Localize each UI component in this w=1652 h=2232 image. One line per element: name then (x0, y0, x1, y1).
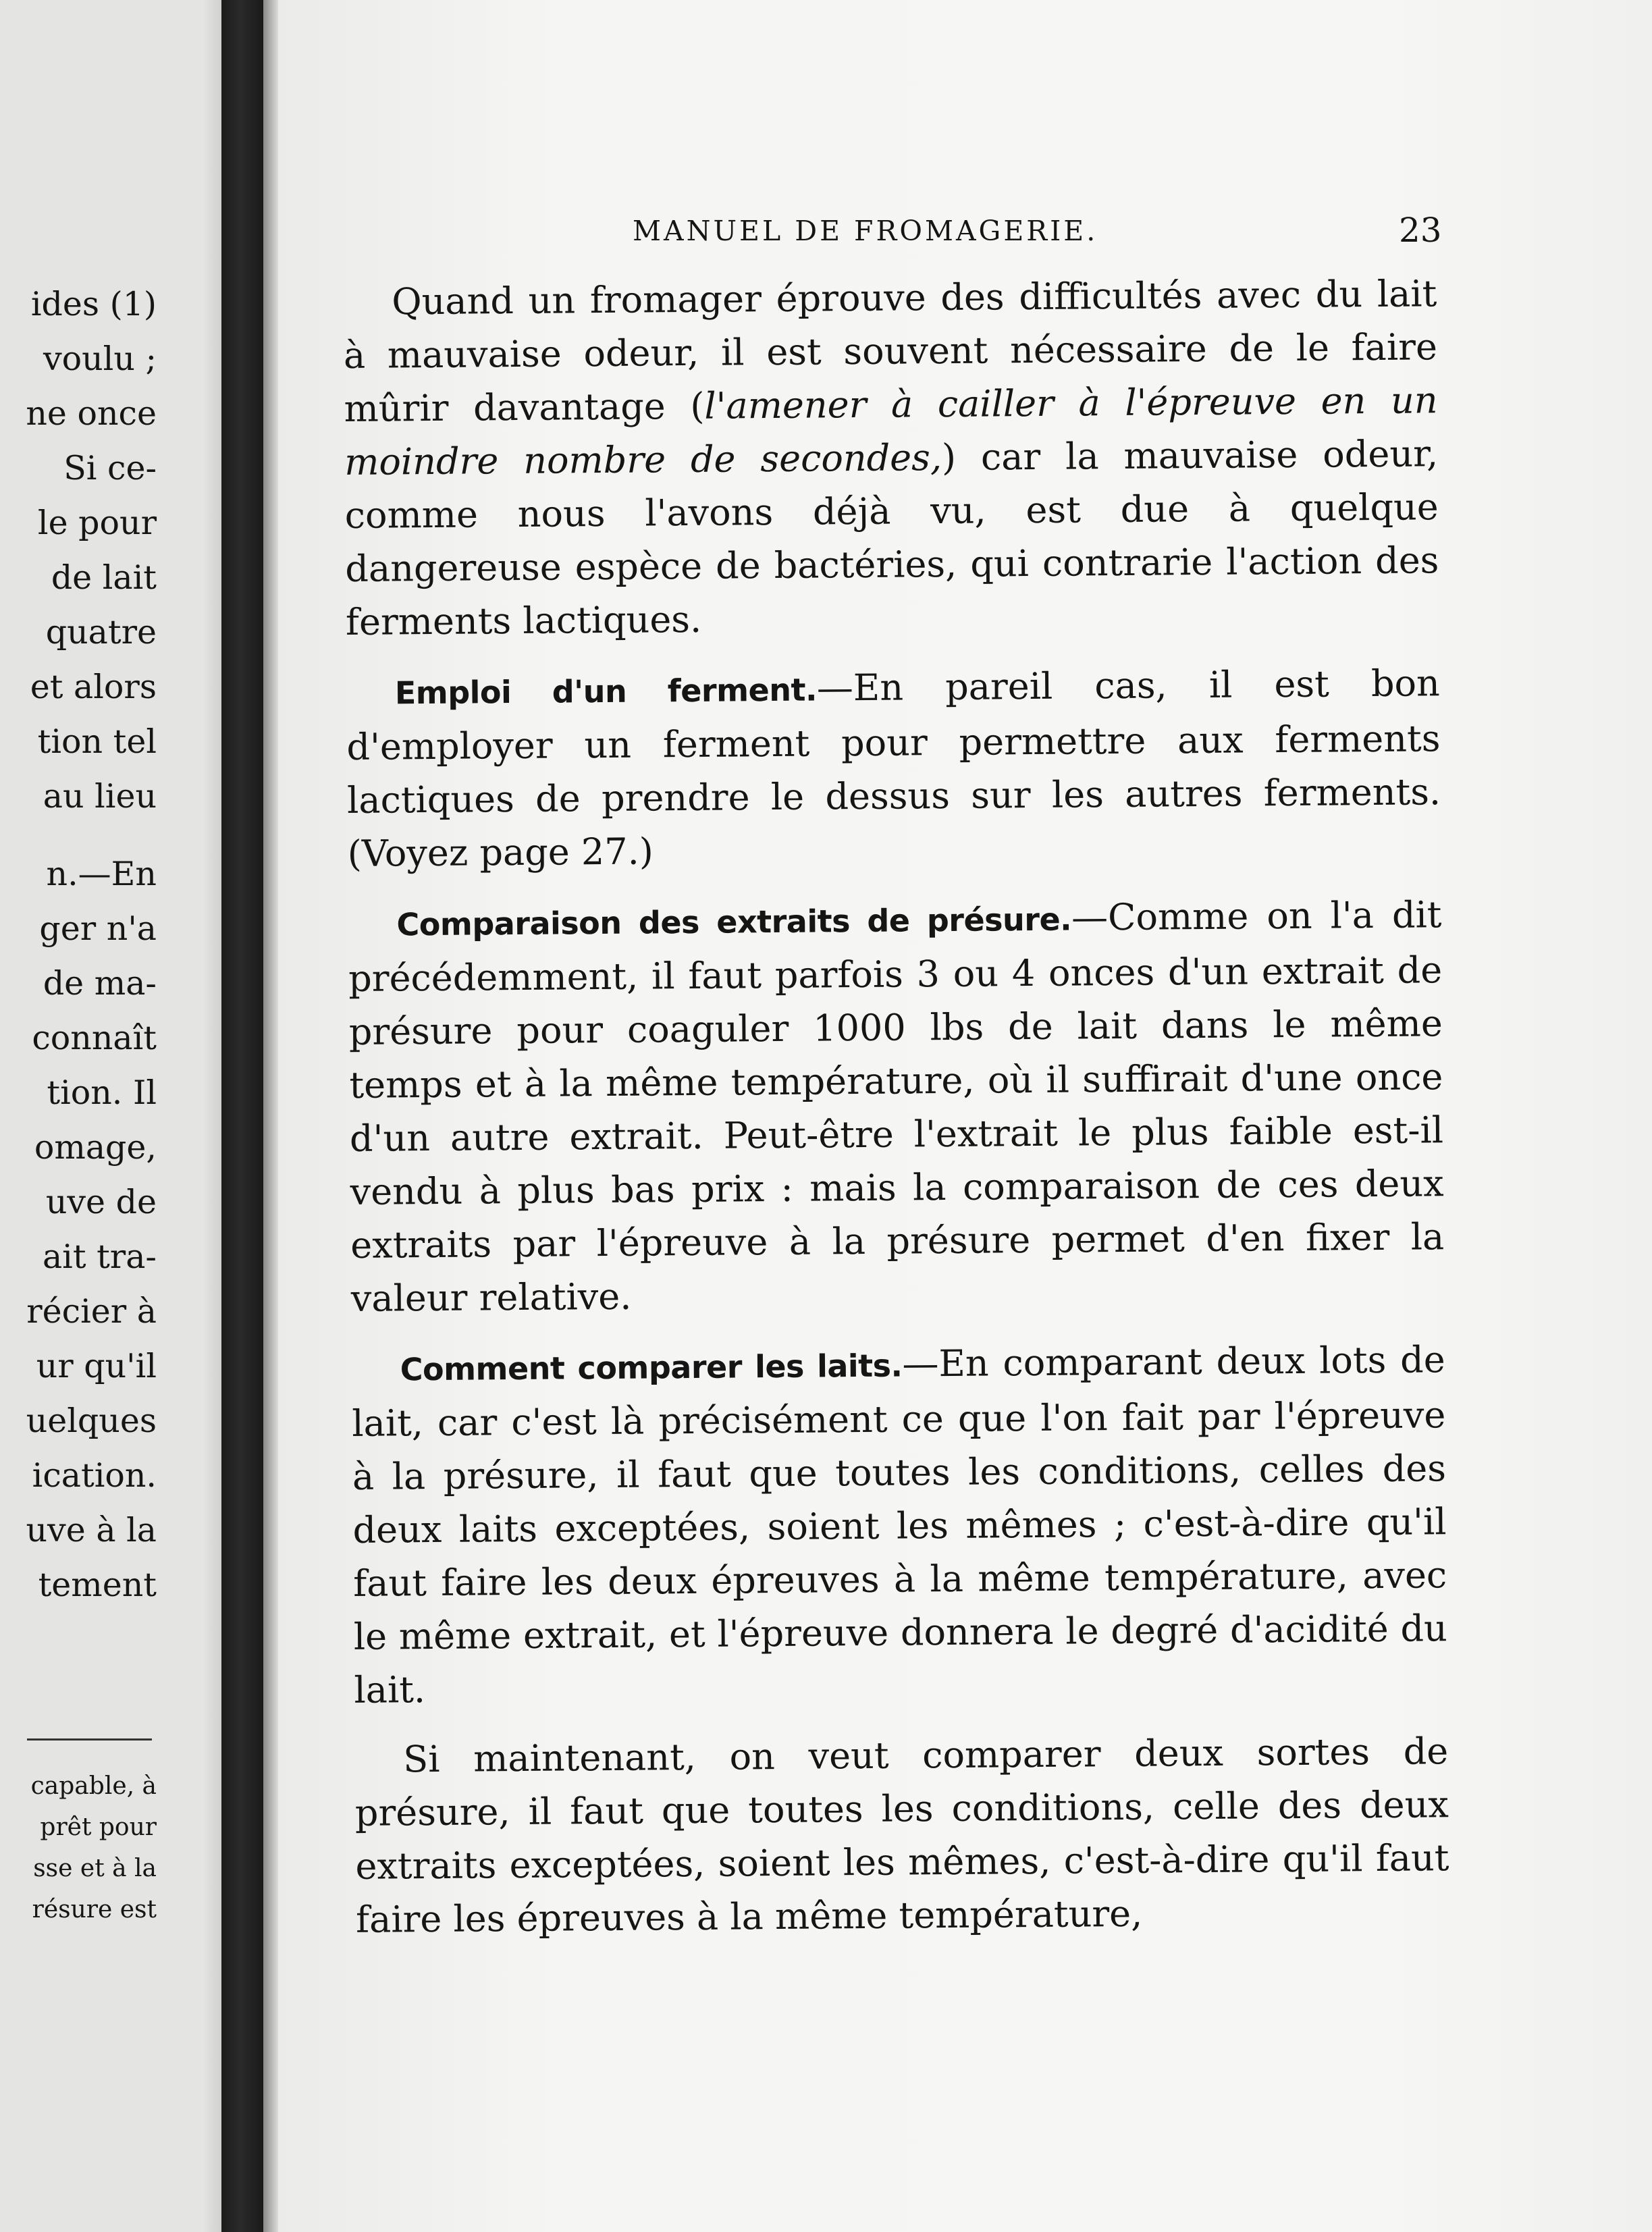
left-line: ait tra- (42, 1238, 157, 1276)
paragraph-text: —En comparant deux lots de lait, car c'est là précisément ce que l'on fait par l'épreuve à la présure, il faut que toutes les conditions, celles des deux laits exceptées, soient les mêmes ; c'est-à-dire qu'il faut faire les deux épreuves à la même température, avec le même extrait, et l'épreuve donnera le degré d'acidité du lait. (352, 1338, 1448, 1711)
left-line: Si ce- (63, 449, 157, 487)
left-line: connaît (32, 1019, 157, 1057)
paragraph (348, 888, 1445, 1325)
left-line: récier à (26, 1292, 157, 1331)
left-line: omage, (34, 1128, 157, 1167)
left-line: ur qu'il (36, 1347, 157, 1385)
left-line: ger n'a (39, 909, 157, 948)
paragraph (343, 267, 1439, 649)
left-line: tion tel (37, 722, 157, 761)
paragraph-text: ) car la mauvaise odeur, comme nous l'avons déjà vu, est due à quelque dangereuse espèce de bactéries, qui contrarie l'action des ferments lactiques. (344, 432, 1439, 643)
section-heading: Emploi d'un ferment. (394, 671, 818, 712)
left-line: tement (38, 1566, 157, 1604)
book-spine (221, 0, 263, 2232)
page-number: 23 (1399, 211, 1442, 250)
left-line: ides (1) (30, 285, 157, 323)
paragraph-text: —Comme on l'a dit précédemment, il faut parfois 3 ou 4 onces d'un extrait de présure pour coaguler 1000 lbs de lait dans le même temps et à la même température, où il suffirait d'une once d'un autre extrait. Peut-être l'extrait le plus faible est-il vendu à plus bas prix : mais la comparaison de ces deux extraits par l'épreuve à la présure permet d'en fixer la valeur relative. (348, 893, 1445, 1320)
running-head: MANUEL DE FROMAGERIE. (633, 215, 1098, 247)
left-line: voulu ; (43, 340, 157, 378)
left-line: tion. Il (47, 1073, 157, 1112)
left-facing-page (0, 0, 221, 2232)
paragraph (351, 1333, 1447, 1717)
footnote-line: sse et à la (33, 1855, 157, 1882)
left-line: au lieu (43, 777, 157, 816)
paragraph (354, 1724, 1449, 1946)
footnote-line: prêt pour (40, 1813, 157, 1841)
paragraph-text: —En pareil cas, il est bon d'employer un ferment pour permettre aux ferments lactiques de prendre le dessus sur les autres ferments. (Voyez page 27.) (346, 662, 1441, 875)
paragraph-text: Quand un fromager éprouve des difficultés avec du lait à mauvaise odeur, il est souvent nécessaire de le faire mûrir davantage ( (343, 272, 1438, 430)
right-page (278, 0, 1652, 2232)
page-edge-shadow (263, 0, 278, 2232)
left-line: uelques (26, 1402, 157, 1440)
left-line: et alors (30, 668, 157, 706)
paragraph (346, 656, 1441, 880)
left-line: uve de (45, 1183, 157, 1221)
left-line: n.—En (46, 855, 157, 893)
body-text (343, 267, 1450, 1963)
left-line: quatre (45, 613, 157, 652)
footnote-line: résure est (32, 1896, 157, 1923)
gutter-shadow (203, 0, 221, 2232)
footnote-line: capable, à (30, 1772, 157, 1800)
left-line: de lait (51, 558, 157, 597)
left-line: uve à la (26, 1511, 157, 1549)
left-line: le pour (37, 504, 157, 542)
left-line: ication. (32, 1456, 157, 1495)
section-heading: Comment comparer les laits. (400, 1347, 903, 1388)
left-page-text (26, 277, 157, 1612)
footnote-divider (27, 1738, 152, 1741)
section-heading: Comparaison des extraits de présure. (396, 901, 1072, 943)
paragraph-text: Si maintenant, on veut comparer deux sortes de présure, il faut que toutes les conditions, celle des deux extraits exceptées, soient les mêmes, c'est-à-dire qu'il faut faire les épreuves à la même température, (354, 1730, 1449, 1941)
left-line: de ma- (43, 964, 157, 1003)
left-page-footnotes (31, 1765, 157, 1930)
italic-phrase: l'amener à cailler à l'épreuve en un moindre nombre de secondes, (344, 379, 1438, 483)
left-line: ne once (26, 394, 157, 433)
